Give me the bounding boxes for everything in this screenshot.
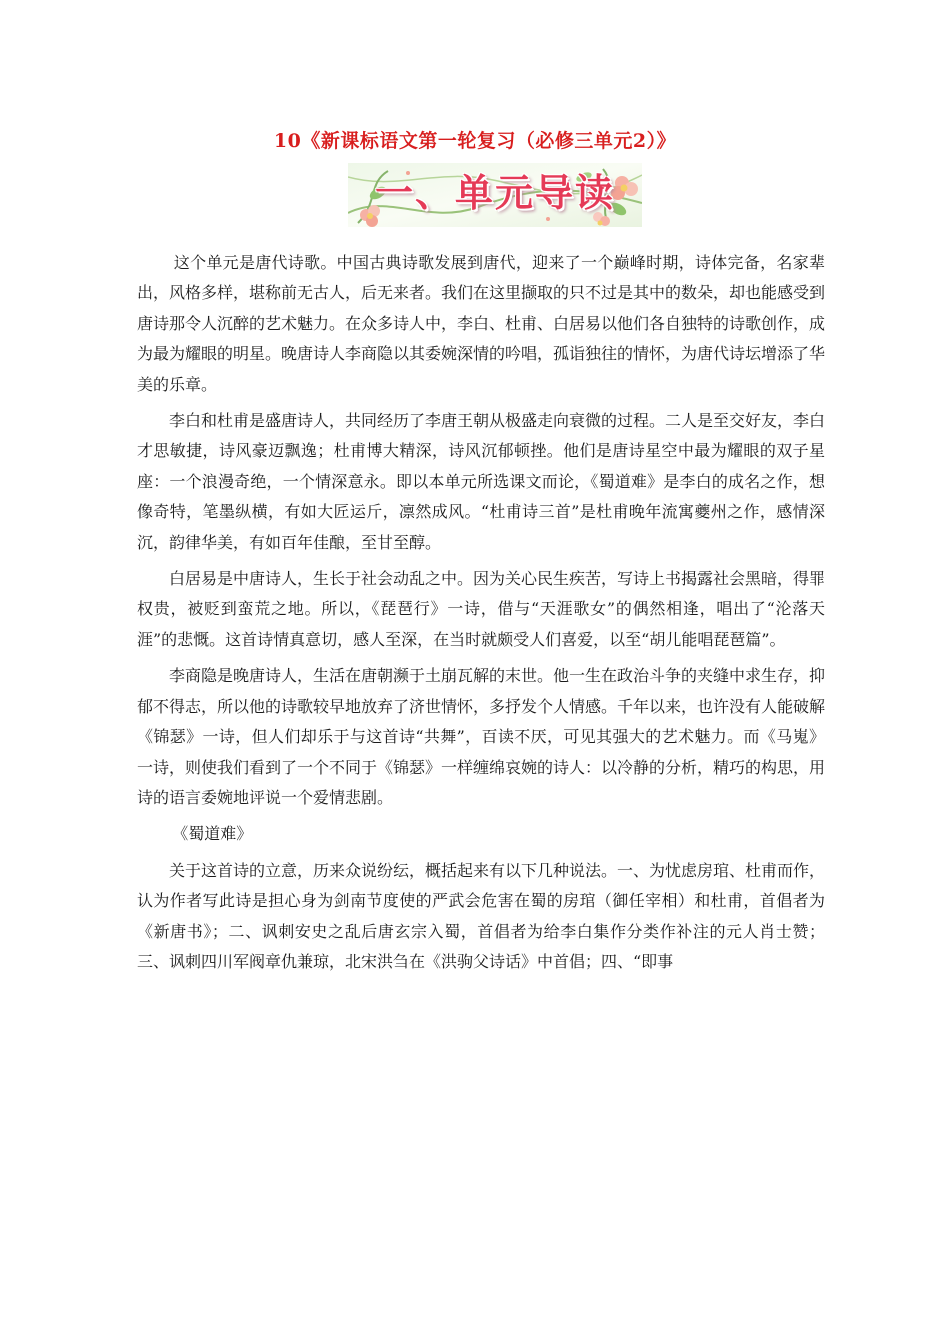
- banner-label: 一、单元导读: [374, 171, 615, 215]
- document-title: 10《新课标语文第一轮复习（必修三单元2）》: [273, 130, 677, 152]
- paragraph-shu-dao-nan: 关于这首诗的立意，历来众说纷纭，概括起来有以下几种说法。一、为忧虑房琯、杜甫而作，认为作者写此诗是担心身为剑南节度使的严武会危害在蜀的房琯（御任宰相）和杜甫，首倡者为《新唐书》；二、讽刺安史之乱后唐玄宗入蜀，首倡者为给李白集作分类作补注的元人肖士赞；三、讽刺四川军阀章仇兼琼，北宋洪刍在《洪驹父诗话》中首倡；四、“即事: [137, 860, 826, 971]
- section-heading-shu-dao-nan: 《蜀道难》: [172, 824, 253, 844]
- document-body: [137, 248, 825, 983]
- paragraph-bai-juyi: 白居易是中唐诗人，生长于社会动乱之中。因为关心民生疾苦，写诗上书揭露社会黑暗，得罪权贵，被贬到蛮荒之地。所以，《琵琶行》一诗，借与“天涯歌女”的偶然相逢，唱出了“沦落天涯”的悲慨。这首诗情真意切，感人至深，在当时就颇受人们喜爱，以至“胡儿能唱琵琶篇”。: [137, 569, 826, 649]
- unit-guide-banner: [348, 163, 642, 227]
- paragraph-li-shangyin: 李商隐是晚唐诗人，生活在唐朝濒于土崩瓦解的末世。他一生在政治斗争的夹缝中求生存，抑郁不得志，所以他的诗歌较早地放弃了济世情怀，多抒发个人情感。千年以来，也许没有人能破解《锦瑟》一诗，但人们却乐于与这首诗“共舞”，百读不厌，可见其强大的艺术魅力。而《马嵬》一诗，则使我们看到了一个不同于《锦瑟》一样缠绵哀婉的诗人：以冷静的分析，精巧的构思，用诗的语言委婉地评说一个爱情悲剧。: [137, 666, 826, 807]
- paragraph-intro: 这个单元是唐代诗歌。中国古典诗歌发展到唐代，迎来了一个巅峰时期，诗体完备，名家辈出，风格多样，堪称前无古人，后无来者。我们在这里撷取的只不过是其中的数朵，却也能感受到唐诗那令人沉醉的艺术魅力。在众多诗人中，李白、杜甫、白居易以他们各自独特的诗歌创作，成为最为耀眼的明星。晚唐诗人李商隐以其委婉深情的吟唱，孤诣独往的情怀，为唐代诗坛增添了华美的乐章。: [137, 253, 826, 394]
- paragraph-li-du: 李白和杜甫是盛唐诗人，共同经历了李唐王朝从极盛走向衰微的过程。二人是至交好友，李白才思敏捷，诗风豪迈飘逸；杜甫博大精深，诗风沉郁顿挫。他们是唐诗星空中最为耀眼的双子星座：一个浪漫奇绝，一个情深意永。即以本单元所选课文而论，《蜀道难》是李白的成名之作，想像奇特，笔墨纵横，有如大匠运斤，凛然成风。“杜甫诗三首”是杜甫晚年流寓夔州之作，感情深沉，韵律华美，有如百年佳酿，至甘至醇。: [137, 411, 826, 552]
